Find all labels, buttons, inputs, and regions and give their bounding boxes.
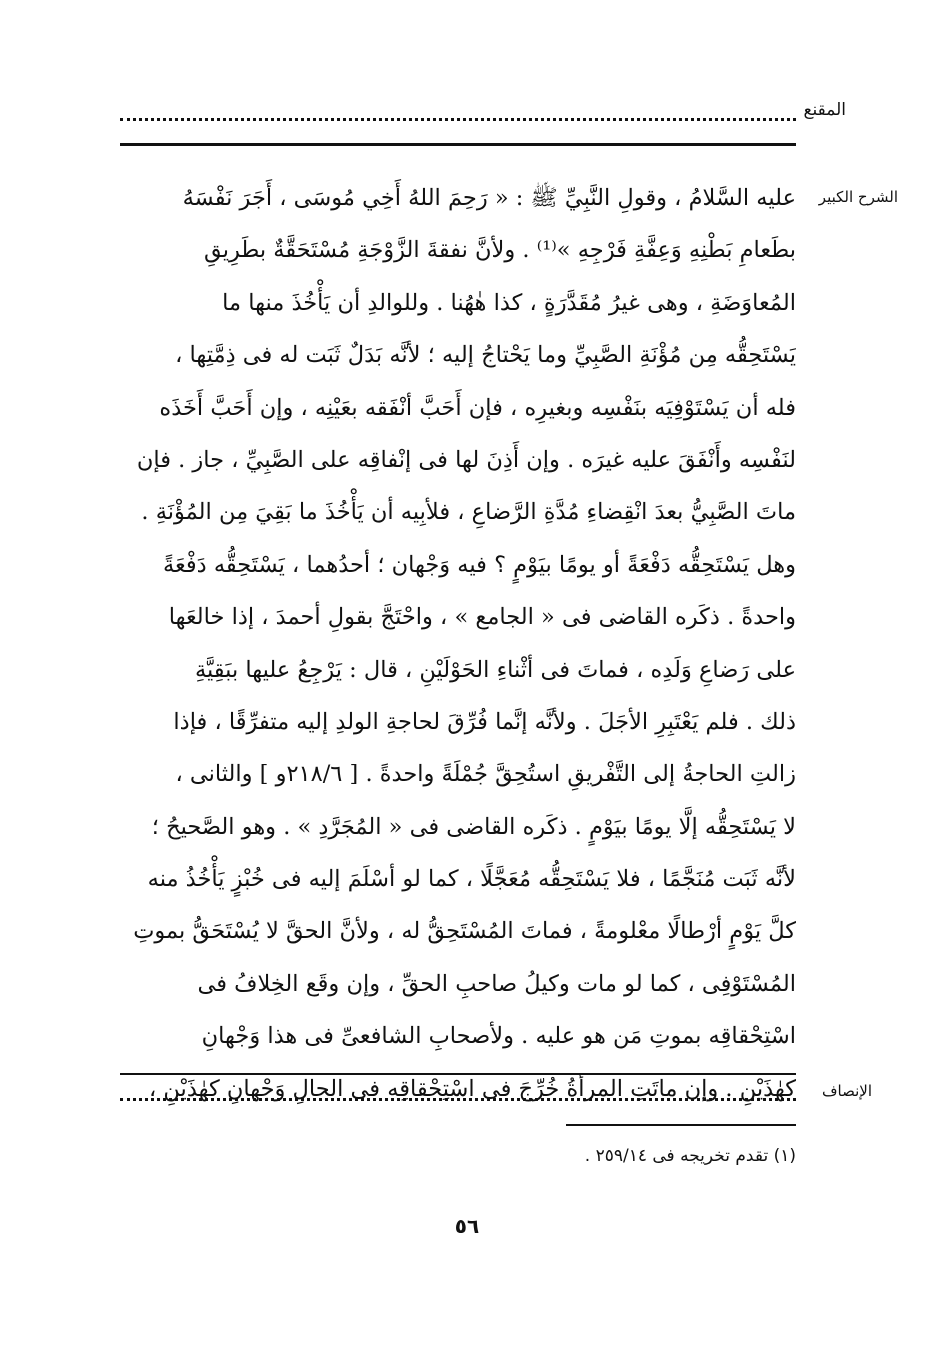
sharh-body-text — [120, 172, 796, 1115]
section-divider — [120, 1073, 796, 1075]
body-line: المُعاوَضَةِ ، وهى غيرُ مُقَدَّرَةٍ ، كذا هٰهُنا . وللوالدِ أن يَأْخُذَ منها ما — [222, 289, 796, 316]
footnote-rule — [566, 1124, 796, 1126]
body-line: ذلك . فلم يَعْتَبِرِ الأجَلَ . ولأنَّه إنَّما فُرِّقَ لحاجةِ الولدِ إليه متفرِّقًا ، فإذا — [173, 708, 796, 735]
body-line: لنَفْسِه وأَنْفَقَ عليه غيرَه . وإن أَذِنَ لها فى إنْفاقِه على الصَّبِيِّ ، جاز . فإن — [136, 446, 796, 473]
body-line: عليه السَّلامُ ، وقولِ النَّبِيِّ ﷺ : « رَحِمَ اللهُ أَخِي مُوسَى ، أَجَرَ نَفْسَهُ — [182, 185, 796, 211]
body-line: زالتِ الحاجةُ إلى التَّفْريقِ استُحِقَّ جُمْلَةً واحدةً . [ ٢١٨/٦و ] والثانى ، — [175, 761, 796, 788]
body-line: ماتَ الصَّبِيُّ بعدَ انْقِضاءِ مُدَّةِ الرَّضاعِ ، فلأبِيه أن يَأْخُذَ ما بَقِيَ مِن المُؤْنَةِ . — [141, 499, 796, 526]
body-line: يَسْتَحِقُّه مِن مُؤْنَةِ الصَّبِيِّ وما يَحْتاجُ إليه ؛ لأنَّه بَدَلٌ ثَبَت له فى ذِمَّتِها ، — [175, 342, 796, 369]
header-dotted-line — [120, 118, 796, 121]
body-line: المُسْتَوْفِى ، كما لو مات وكيلُ صاحبِ الحقِّ ، وإن وقَع الخِلافُ فى — [197, 970, 796, 997]
page-number: ٥٦ — [454, 1214, 480, 1238]
body-line: اسْتِحْقاقِه بموتِ مَن هو عليه . ولأصحابِ الشافعىِّ فى هذا وَجْهانِ — [201, 1023, 796, 1050]
body-line: على رَضاعِ وَلَدِه ، فماتَ فى أثْناءِ الحَوْلَيْنِ ، قال : يَرْجِعُ عليها ببَقِيَّةِ — [194, 656, 796, 683]
body-line: كهٰذَيْنِ . وإن ماتَتِ المرأةُ خُرِّجَ فى اسْتِحْقاقِه فى الحالِ وَجْهانِ كهٰذَيْنِ ، — [149, 1075, 796, 1102]
body-line: لا يَسْتَحِقُّه إلَّا يومًا بيَوْمٍ . ذكَره القاضى فى « المُجَرَّدِ » . وهو الصَّحيحُ ؛ — [151, 813, 796, 840]
body-line: فله أن يَسْتَوْفِيَه بنَفْسِه وبغيرِه ، فإن أَحَبَّ أنْفَقه بعَيْنِه ، وإن أَحَبَّ أَخَذَه — [159, 394, 796, 421]
insaf-dotted-line — [120, 1098, 796, 1101]
body-line: وهل يَسْتَحِقُّه دَفْعَةً أو يومًا بيَوْمٍ ؟ فيه وَجْهان ؛ أحدُهما ، يَسْتَحِقُّه دَفْعَةً — [162, 551, 796, 578]
side-label-sharh: الشرح الكبير — [818, 188, 898, 206]
body-line: كلَّ يَوْمٍ أرْطالًا معْلومةً ، فماتَ المُسْتَحِقُّ له ، ولأنَّ الحقَّ لا يُسْتَحَقُّ بموتِ — [133, 918, 796, 945]
header-rule — [120, 143, 796, 146]
body-line: بطَعامِ بَطْنِهِ وَعِفَّةِ فَرْجِهِ »⁽¹⁾ . ولأنَّ نفقةَ الزَّوْجَةِ مُسْتَحَقَّةٌ بطَرِيقِ — [203, 237, 796, 264]
body-line: واحدةً . ذكَره القاضى فى « الجامع » ، واحْتَجَّ بقولِ أحمدَ ، إذا خالعَها — [168, 604, 796, 631]
body-line: لأنَّه ثَبَت مُنَجَّمًا ، فلا يَسْتَحِقُّه مُعَجَّلًا ، كما لو أسْلَمَ إليه فى خُبْزٍ يَأْخُذُ منه — [147, 866, 796, 893]
footnote: (١) تقدم تخريجه فى ٢٥٩/١٤ . — [584, 1146, 796, 1166]
header-book-title: المقنع — [803, 100, 846, 120]
side-label-insaf: الإنصاف — [821, 1082, 872, 1100]
